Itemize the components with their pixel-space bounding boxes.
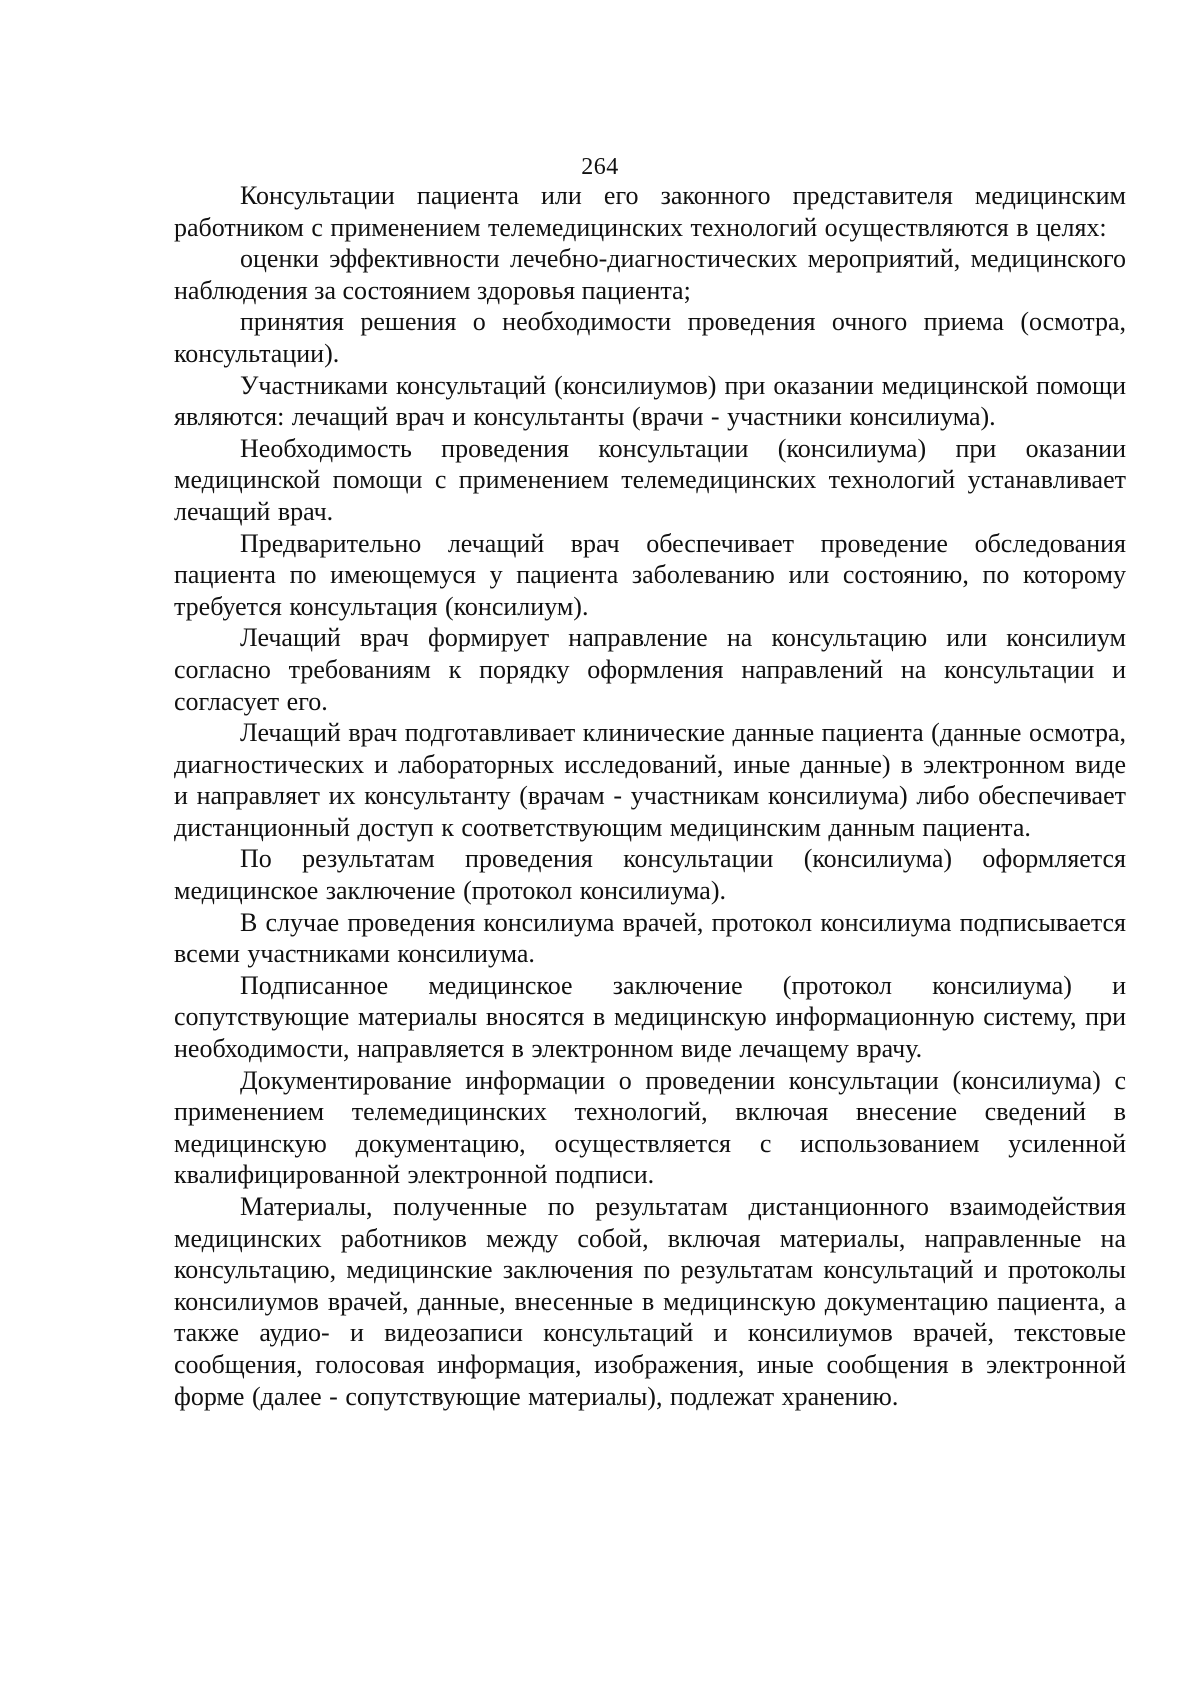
paragraph-protocol-signing: В случае проведения консилиума врачей, протокол консилиума подписывается всеми участниками консилиума.: [174, 907, 1126, 969]
paragraph-referral: Лечащий врач формирует направление на консультацию или консилиум согласно требованиям к порядку оформления направлений на консультации и согласует его.: [174, 623, 1126, 716]
paragraph-documentation: Документирование информации о проведении консультации (консилиума) с применением телемедицинских технологий, включая внесение сведений в медицинскую документацию, осуществляется с использованием усиленной квалифицированной электронной подписи.: [174, 1065, 1126, 1190]
paragraph-preliminary-examination: Предварительно лечащий врач обеспечивает проведение обследования пациента по имеющемуся у пациента заболеванию или состоянию, по которому требуется консультация (консилиум).: [174, 528, 1126, 621]
page-number: 264: [581, 154, 619, 180]
list-item-decision: принятия решения о необходимости проведения очного приема (осмотра, консультации).: [174, 307, 1126, 368]
paragraph-consultation-goals: Консультации пациента или его законного представителя медицинским работником с применением телемедицинских технологий осуществляются в целях:: [174, 181, 1126, 242]
paragraph-participants: Участниками консультаций (консилиумов) при оказании медицинской помощи являются: лечащий врач и консультанты (врачи - участники консилиума).: [174, 370, 1126, 432]
paragraph-materials-storage: Материалы, полученные по результатам дистанционного взаимодействия медицинских работников между собой, включая материалы, направленные на консультацию, медицинские заключения по результатам консультаций и протоколы консилиумов врачей, данные, внесенные в медицинскую документацию пациента, а также аудио- и видеозаписи консультаций и консилиумов врачей, текстовые сообщения, голосовая информация, изображения, иные сообщения в электронной форме (далее - сопутствующие материалы), подлежат хранению.: [174, 1192, 1126, 1411]
paragraph-clinical-data: Лечащий врач подготавливает клинические данные пациента (данные осмотра, диагностических и лабораторных исследований, иные данные) в электронном виде и направляет их консультанту (врачам - участникам консилиума) либо обеспечивает дистанционный доступ к соответствующим медицинским данным пациента.: [174, 718, 1126, 842]
paragraph-signed-conclusion: Подписанное медицинское заключение (протокол консилиума) и сопутствующие материалы вносятся в медицинскую информационную систему, при необходимости, направляется в электронном виде лечащему врачу.: [174, 970, 1126, 1064]
paragraph-medical-conclusion: По результатам проведения консультации (консилиума) оформляется медицинское заключение (протокол консилиума).: [174, 844, 1126, 906]
paragraph-necessity: Необходимость проведения консультации (консилиума) при оказании медицинской помощи с применением телемедицинских технологий устанавливает лечащий врач.: [174, 433, 1126, 526]
list-item-evaluation: оценки эффективности лечебно-диагностических мероприятий, медицинского наблюдения за состоянием здоровья пациента;: [174, 244, 1126, 305]
document-body: [174, 180, 1126, 1412]
